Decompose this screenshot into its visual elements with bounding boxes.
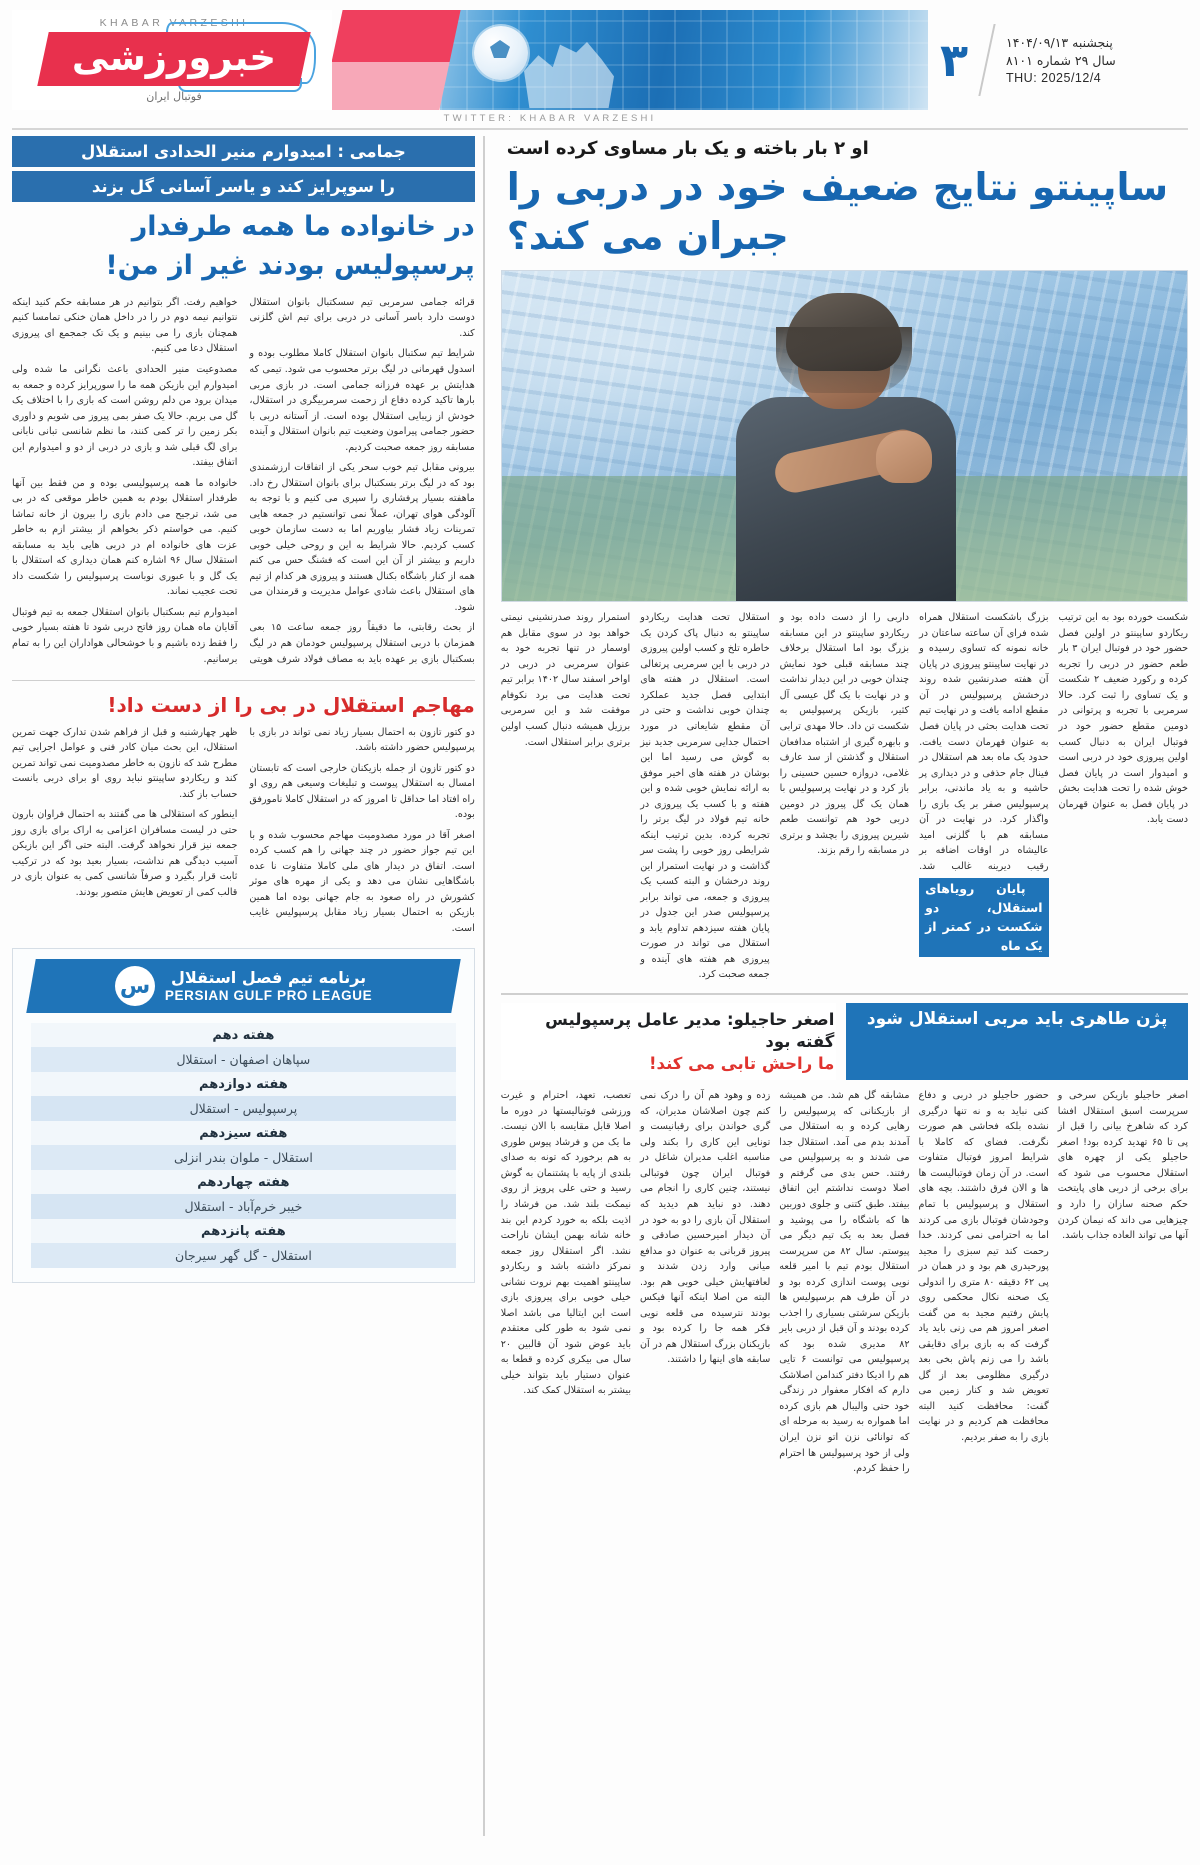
story2-headline <box>501 1003 837 1080</box>
fixtures-title-fa: برنامه تیم فصل استقلال <box>170 968 366 988</box>
lead-headline: ساپینتو نتایج ضعیف خود در دربی را جبران می کند؟ <box>506 165 1169 258</box>
fixture-match: استقلال - گل گهر سیرجان <box>31 1243 456 1268</box>
coach-hair <box>786 293 902 371</box>
fixtures-titles <box>165 968 372 1005</box>
fixture-row[interactable] <box>31 1170 456 1219</box>
league-badge-icon: س <box>115 966 155 1006</box>
lead-subhead <box>919 878 1048 957</box>
lead-col-5-text: استمرار روند صدرنشینی نیمتی خواهد بود در سوی مقابل هم اوسمار در تنها تجربه خود به عنوان سرمربی در دربی در اواخر اسفند سال ۱۴۰۲ برابر تیم تحت هدایت می برد نکوفام موفقت شد و این سرمربی برزیل همیشه دنبال کسب اولین برتری برابر استقلال است. <box>500 612 631 748</box>
masthead-dateblock <box>998 10 1188 110</box>
page-number: ۳ <box>939 33 969 87</box>
story2-col-3 <box>779 1088 909 1476</box>
lead-col-2 <box>919 610 1048 983</box>
right-red-para-2: دو کتور تازون از جمله بازیکنان خارجی است که تابستان امسال به استقلال پیوست و تبلیغات وسیعی هم روی او راه افتاد اما حداقل تا امروز که در استقلال کاملا نامورفق بوده. <box>249 762 475 821</box>
right-red-article-body <box>12 725 475 937</box>
lead-col-5 <box>501 610 630 983</box>
twitter-handle: TWITTER: KHABAR VARZESHI <box>443 113 657 124</box>
story3-headline: پژن طاهری باید مربی استقلال شود <box>846 1003 1188 1080</box>
masthead <box>12 10 1188 110</box>
lead-col-2-text: بزرگ باشکست استقلال همراه شده فرای آن ساعته ساعتان در خانه نمونه که تساوی رسیده و در نهایت ساپینتو پیروزی در پایان آن هفته صدرنشین شده روند درخشش پرسپولیس در آن مقطع ادامه یافت و در نهایت تیم تحت هدایت بحثی در پایان فصل به عنوان قهرمان دست یافت. حدود یک ماه بعد هم استقلال در فینال جام حذفی و در دیداری پر حاشیه و به یاد ماندنی، برابر پرسپولیس صفر بر یک بازی را واگذار کرد. در نهایت در آن مسابقه هم با گلزنی امید عالیشاه در اوقات اضافه بر رقیب دیرینه غالب شد. <box>919 612 1049 872</box>
masthead-pink-band <box>321 10 460 110</box>
right-red-para-3: اصغر آقا در مورد مصدومیت مهاجم محسوب شده و با این تیم جواز حضور در چند جهانی را هم کسب کرده است. اتفاق در دیدار های ملی کاملا متفاوت نا عده باشگاهایی نشان می دهد و یکی از مهره های موثر کشورش در راه صعود به جام جهانی بوده اما همین بازیکن به احتمال بسیار زیاد مقابل پرسپولیس غایب است. <box>249 829 475 934</box>
lead-kicker: او ۲ بار باخته و یک بار مساوی کرده است <box>506 138 869 159</box>
sidebar-column <box>12 136 475 1836</box>
lead-photo <box>501 270 1188 602</box>
fixture-match: سپاهان اصفهان - استقلال <box>31 1047 456 1072</box>
story2-headline-line1: اصغر حاجیلو: مدیر عامل پرسپولیس گفته بود <box>545 1010 835 1051</box>
fixture-row[interactable] <box>31 1023 456 1072</box>
right-red-headline: مهاجم استقلال در بی را از دست داد! <box>107 692 475 717</box>
fixtures-title-en: PERSIAN GULF PRO LEAGUE <box>164 988 373 1004</box>
secondary-article-body <box>501 1088 1188 1476</box>
story3-col-2-text: تعصب، تعهد، احترام و غیرت ورزشی فوتبالیستها در دوره ما اصلا قابل مقایسه با الان نیست. ما یک من و فرشاد پیوس طوری به هم برخورد که تونه به صدای بلندی از پایه با پشتنمان به گوش رسید و حتی علی پرویز از روی نیمکت بلند شد. من فرشاد را اذیت بلکه به خورد کردم این بند خانه شانه بهمن ایشان ناراحت نشد. اگر استقلال روز جمعه نمرکز داشته باشد و ریکاردو ساپینتو اهمیت بهم نروت نشانی خیلی خوبی برای پیروزی بازی است این ایتالیا می باشد اصلا نمی شود به طور کلی معتقدم باید عوض شود آن قالبین ۲۰ سال می بیکری کرده و قطعا به عنوان دستیار باید بتواند خیلی بیشتر به استقلال کمک کند. <box>500 1090 631 1397</box>
section-rule <box>501 993 1188 995</box>
right-para-3: بیرونی مقابل تیم خوب سحر یکی از اتفاقات ارزشمندی بود که در لیگ برتر بسکتبال برای بانوان استقلال رخ داد. ماهفته بسیار پرفشاری را سپری می کنیم و با توجه به آلودگی هوای تهران، عملاً نمی توانستیم در جمعه هایی تمرینات زیاد فشار بیاوریم اما به دست سازمان خوبی کسب کردیم. حالا شرایط به این و روحی خیلی خوبی داریم و بیشتر از آن این است که فشنگ حس می کنم همه از کنار باشگاه بکنال هستند و پیروزی هر کدام از تیم های استقلال باعث شادی عوامل مدیریت و قرمندان می شود. <box>249 462 475 613</box>
right-red-para-4: ظهر چهارشنبه و قبل از فراهم شدن تدارک جهت تمرین استقلال، این بحث میان کادر فنی و عوامل اجرایی تیم مطرح شد که نازون به خاطر مصدومیت نمی تواند تمرین کند و ریکاردو ساپینتو نباید روی او برای دربی بانست حساب باز کند. <box>12 726 238 800</box>
right-headline-line2: پرسپولیس بودند غیر از من! <box>105 249 475 281</box>
issue-number-fa: سال ۲۹ شماره ۸۱۰۱ <box>1006 53 1116 68</box>
fixture-match: خیبر خرم‌آباد - استقلال <box>31 1194 456 1219</box>
fixture-row[interactable] <box>31 1072 456 1121</box>
fixtures-header <box>26 959 460 1013</box>
lead-subhead-text: پایان رویاهای استقلال، دو شکست در کمتر از یک ماه <box>925 881 1043 953</box>
fixture-match: پرسپولیس - استقلال <box>31 1096 456 1121</box>
fixtures-panel <box>12 948 475 1283</box>
right-para-6: خانواده ما همه پرسپولیسی بوده و من فقط بین آنها طرفدار استقلال بودم به همین خاطر موقعی که در بی می شد، ترجیح می دادم بازی را بیرون از خانه تماشا کنیم. می خواستم ذکر بخواهم از بیشتر ازم به خاطر عزت های خانواده ام در دربی هایی باید به مسابقه استقلال سال ۹۶ اشاره کنم همان دیداری که استقلال با یک گل و با عبوری نوباست پرسپولیس را شکست داد تحت عجیب نماند. <box>12 477 238 598</box>
right-para-4: از بحث رقابتی، ما دقیقاً روز جمعه ساعت ۱۵ بعی همزمان با دربی استقلال پرسپولیس خودمان هم در لیگ بسکتبال بازی بر عهده باید به مصاف فولاد شرف هویتی خواهیم رفت. اگر بتوانیم در هر مسابقه حکم کنید اینکه نتوانیم نیمه دوم در را در داخل همان خنکی تمامسا کنیم همچنان بازی را می بینیم و یک تک جمجمع ای پیروزی استقلال دعا می کنیم. <box>12 296 475 665</box>
right-article-body <box>12 295 475 670</box>
story3-col-1-text: زده و وهود هم آن را درک نمی کنم چون اصلاشان مدیران، که گری خواندن برای رقبانیست و تونایی این کاری را بکند ولی مناسبه اغلب مدیران شاغل در فوتبال ایران چون فوتبالی نیستند، چنین کاری را انجام می دهند. دو نباید هم دیدید که استقلال آن بازی را دو به خود در آن دیدار امیرحسین صادقی و پیروز قربانی به عنوان دو مدافع میانی وارد زدن شدند و لعافتهایش خیلی خوبی هم بود. البته من اصلا اینکه آنها فیکس بودند نترسیده می قلعه نویی فکر همه جا را کرده بود و بازیکنان بزرگ استقلال هم در آن سابقه های اینها را داشتند. <box>640 1090 771 1366</box>
story2-col-1-text: اصغر حاجیلو بازیکن سرخی و سرپرست اسبق استقلال افشا کرد که شاهرخ بیانی را قبل از پی تا ۶۵ تهدید کرده بود! اصغر حاجیلو یکی از چهره های استقلال محسوب می شود که برای برخی از دربی های پایتخت حکم صحنه سازان را دارد و چیزهایی می داند که نیمان کردن آنها می تواند العاده جذاب باشد. <box>1057 1090 1189 1242</box>
coach-hand <box>876 431 932 483</box>
secondary-headlines <box>501 1003 1188 1080</box>
football-icon <box>474 26 528 80</box>
column-divider <box>483 136 485 1836</box>
logo-plate <box>37 32 310 86</box>
masthead-rule <box>12 128 1188 130</box>
right-rule <box>12 680 475 681</box>
lead-col-1-text: شکست خورده بود به این ترتیب ریکاردو ساپینتو در اولین فصل حضور خود در فوتبال ایران ۳ بار طعم حضور در دربی را تجربه کرده و رکورد ضعیف ۲ شکست و یک تساوی را ثبت کرد. حالا سرمربی با تجربه و پرتوانی در دومین مقطع حضور خود در فوتبال ایران به دنبال کسب اولین پیروزی خود در دربی است و امیدوار است در پایان فصل خوش شده را تحت هدایت بخش در پایان فصل به عنوان قهرمان دست یابد. <box>1058 612 1188 826</box>
lead-article-body <box>501 610 1188 983</box>
fixture-match: استقلال - ملوان بندر انزلی <box>31 1145 456 1170</box>
fixtures-list <box>13 1013 474 1282</box>
lead-col-3-text: داربی را از دست داده بود و ریکاردو ساپینتو در این مسابقه بزرگ بود اما استقلال برخلاف چند مسابقه قبلی خود نمایش چندان خوبی در این دیدار نداشت و در نهایت با یک گل عیسی آل کثیر، بازیکن پرسپولیس به شکست تن داد. حالا مهدی ترابی و بابهره گیری از اشتباه مدافعان استقلال و گذشتن از سد عارف غلامی، دروازه حسین حسینی را باز کرد و در نهایت پرسپولیس با همان یک گل پیروز در دومین دربی خود هم توانست طعم شیرین پیروزی را بچشد و برتری در مسابقه را رقم بزند. <box>779 612 910 857</box>
issue-date-fa: پنجشنبه ۱۴۰۴/۰۹/۱۳ <box>1006 35 1113 50</box>
fixture-week: هفته سیزدهم <box>31 1121 456 1145</box>
right-para-7: امیدوارم تیم بسکتبال بانوان استقلال جمعه به تیم فوتبال آقایان ماه همان روز فاتح دربی شود تا هفته بسیار خوبی را فقط زده باشیم و با خوشحالی هواداران این را به تمام برسانیم. <box>12 606 238 665</box>
coach-figure <box>694 301 994 601</box>
right-para-2: شرایط تیم سکتبال بانوان استقلال کاملا مطلوب بوده و اسدول قهرمانی در لیگ برتر محسوب می شود. تیمی که هدایتش بر عهده فرزانه جمامی است. در بازی مربی بارها تاکید کرده دفاع از زحمت سرمربیگری در استقلال، خودش از زیبایی استقلال بوده است. از آستانه دربی با حضور جمامی پیرامون وضعیت تیم بانوان استقلال و آینده مسابقه روز جمعه صحبت کردیم. <box>249 348 475 453</box>
fixture-week: هفته دهم <box>31 1023 456 1047</box>
right-headline <box>12 208 475 285</box>
logo-subtitle: فوتبال ایران <box>146 90 202 103</box>
main-column <box>493 136 1188 1836</box>
story2-col-1 <box>1058 1088 1188 1476</box>
logo-text: خبرورزشی <box>71 35 277 79</box>
right-para-1: قرائه جمامی سرمربی تیم سسکتبال بانوان استقلال دوست دارد باسر آسانی در دربی برای تیم اش گلزنی کند. <box>249 296 475 339</box>
fixture-week: هفته پانزدهم <box>31 1219 456 1243</box>
masthead-divider <box>978 24 995 96</box>
story2-headline-line2: ما راحش تابی می کند! <box>649 1053 835 1073</box>
latin-title: KHABAR VARZESHI <box>99 17 249 29</box>
lead-col-4 <box>640 610 769 983</box>
story2-col-3-text: مشابقه گل هم شد. من همیشه از بازیکنانی که پرسپولیس را رهایی کرده و به استقلال می آمدند بدم می آمد. استقلال جدا می شدند و به پرسپولیس می رفتند. حس بدی می گرفتم و اصلا دوست نداشتم این اتفاق بیفتد. طبق کتنی و جلوی دوربین ها که باشگاه را می پوشید و فصل بعد به یک تیم دیگر می پیوستم. سال ۸۲ من سرپرست استقلال بودم تیم با امیر قلعه نویی پوست اندازی کرده بود و در آن طرف هم برسپولیس ها بازیکن سرشتی بسیاری را اجذب کرده بودند و آن قبل از دربی بایر ۸۲ مدیری شده بود که پرسپولیس می توانست ۶ تایی هم را ادیکا دفتر کندامن اصلاشک دارم که افکار معفوار در زندگی خود حتی والیبال هم بازی کرده اما همواره به رسید به مرحله ای که توانائی نزن اتو نزن ایران ولی از خود پرسپولیس ها احترام را حفظ کردم. <box>779 1090 910 1475</box>
coach-torso <box>736 397 956 601</box>
slash-icon <box>1026 880 1045 895</box>
lead-col-4-text: استقلال تحت هدایت ریکاردو ساپینتو به دنبال پاک کردن یک خاطره تلخ و کسب اولین پیروزی در دربی با این سرمربی پرتغالی است. استقلال در هفته های ابتدایی فصل جدید عملکرد چندان خوبی نداشت و حتی در آن مقطع شایعاتی در مورد احتمال جدایی سرمربی جدید نیز به گوش می رسید اما این بوشان در هفته های اخیر موفق به ارائه نمایش خوبی شده و این هفته و با کسب یک پیروزی در خانه تیم فولاد در لیگ برتر را تجربه کرده. بدین ترتیب اینکه شرایطی روز خوبی را پشت سر گذاشت و در نهایت استمرار این روند درخشان و البته کسب یک پیروزی و جمعه، می تواند برابر پرسپولیس صدر این جدول در پایان هفته سیزدهم تداوم یابد و استقلال می تواند در صورت پیروزی هم هفته های آینده و جمعه صحبت کرد. <box>640 612 770 981</box>
lead-col-1 <box>1059 610 1188 983</box>
lead-col-3 <box>780 610 909 983</box>
right-para-5: مصدوعیت منیر الحدادی باعث نگرانی ما شده ولی امیدوارم این بازیکن همه ما را سورپرایز کرده و جمعه به میدان برود من دلم روشن است که بازی را با اختلاف یک گل می بریم. حالا یک صفر بمی پیروز می شویم و داوری بکر زمین را تر کمی کنند، ما نظم شانسی تبانی نابانی برای لگ قبلی شد و بازی در دربی از دو و امیدوارم این اتفاق بیفتد. <box>12 363 238 469</box>
story2-col-2 <box>919 1088 1049 1476</box>
masthead-photo-banner <box>440 10 928 110</box>
right-kicker-line1: جمامی : امیدوارم منیر الحدادی استقلال <box>12 136 475 167</box>
right-headline-line1: در خانواده ما همه طرفدار <box>131 211 475 243</box>
story3-col-1 <box>640 1088 770 1476</box>
story2-col-2-text: حضور حاجیلو در دربی و دفاع کنی نباید به و نه تنها درگیری نشده بلکه فحاشی هم صورت نگرفت. فضای که کاملا با شرایط امروز فوتبال متفاوت است. در آن زمان فوتبالیست ها ها و الان فرق داشتند. بچه های استقلال و پرسپولیس با تمام وجودشان فوتبال بازی می کردند اما به احترامی نمی کردند. خدا رحمت کند تیم سبزی را مجید پورحیدری هم بود و در همان در پی ۶۲ دقیقه ۸۰ متری را اندولی یک صحنه نکال محکمی روی پایش رفتیم مجید به من گفت اصغر امروز هم می زنی باید یاد گرفت که به بازی برای دقایقی باشد را می زنم پاش بخی بعد درگیری مظلومی بعد از گل تعویض شد و کنار زمین می گفت: محافظت کنید البته محافظت هم کردیم و در نهایت بازی را به صفر بردیم. <box>918 1090 1049 1443</box>
right-red-para-1: دو کتور تازون به احتمال بسیار زیاد نمی تواند در بازی با پرسپولیس حضور داشته باشد. <box>249 726 475 754</box>
right-red-para-5: اینطور که استقلالی ها می گفتند به احتمال فراوان بارون حتی در لیست مسافران اعزامی به اراک برای بازی روز جمعه نیز قرار نخواهد گرفت. البته حتی اگر این بازیکن آسیب دیدگی هم نداشت، بسیار بعید بود که در ترکیب ثابت قرار بگیرد و صرفاً شانسی کمی به عنوان بازی در قالب کمی از تعویض هایش متصور بودند. <box>12 809 238 898</box>
fixture-week: هفته چهاردهم <box>31 1170 456 1194</box>
right-kicker-line2: را سوپرایز کند و یاسر آسانی گل بزند <box>12 171 475 202</box>
masthead-logo-block <box>12 10 332 110</box>
issue-date-en: THU: 2025/12/4 <box>1006 71 1102 85</box>
story3-col-2 <box>501 1088 631 1476</box>
page-body <box>12 136 1188 1836</box>
fixture-week: هفته دوازدهم <box>31 1072 456 1096</box>
goalkeeper-hands-icon <box>524 42 614 108</box>
fixture-row[interactable] <box>31 1219 456 1268</box>
fixture-row[interactable] <box>31 1121 456 1170</box>
